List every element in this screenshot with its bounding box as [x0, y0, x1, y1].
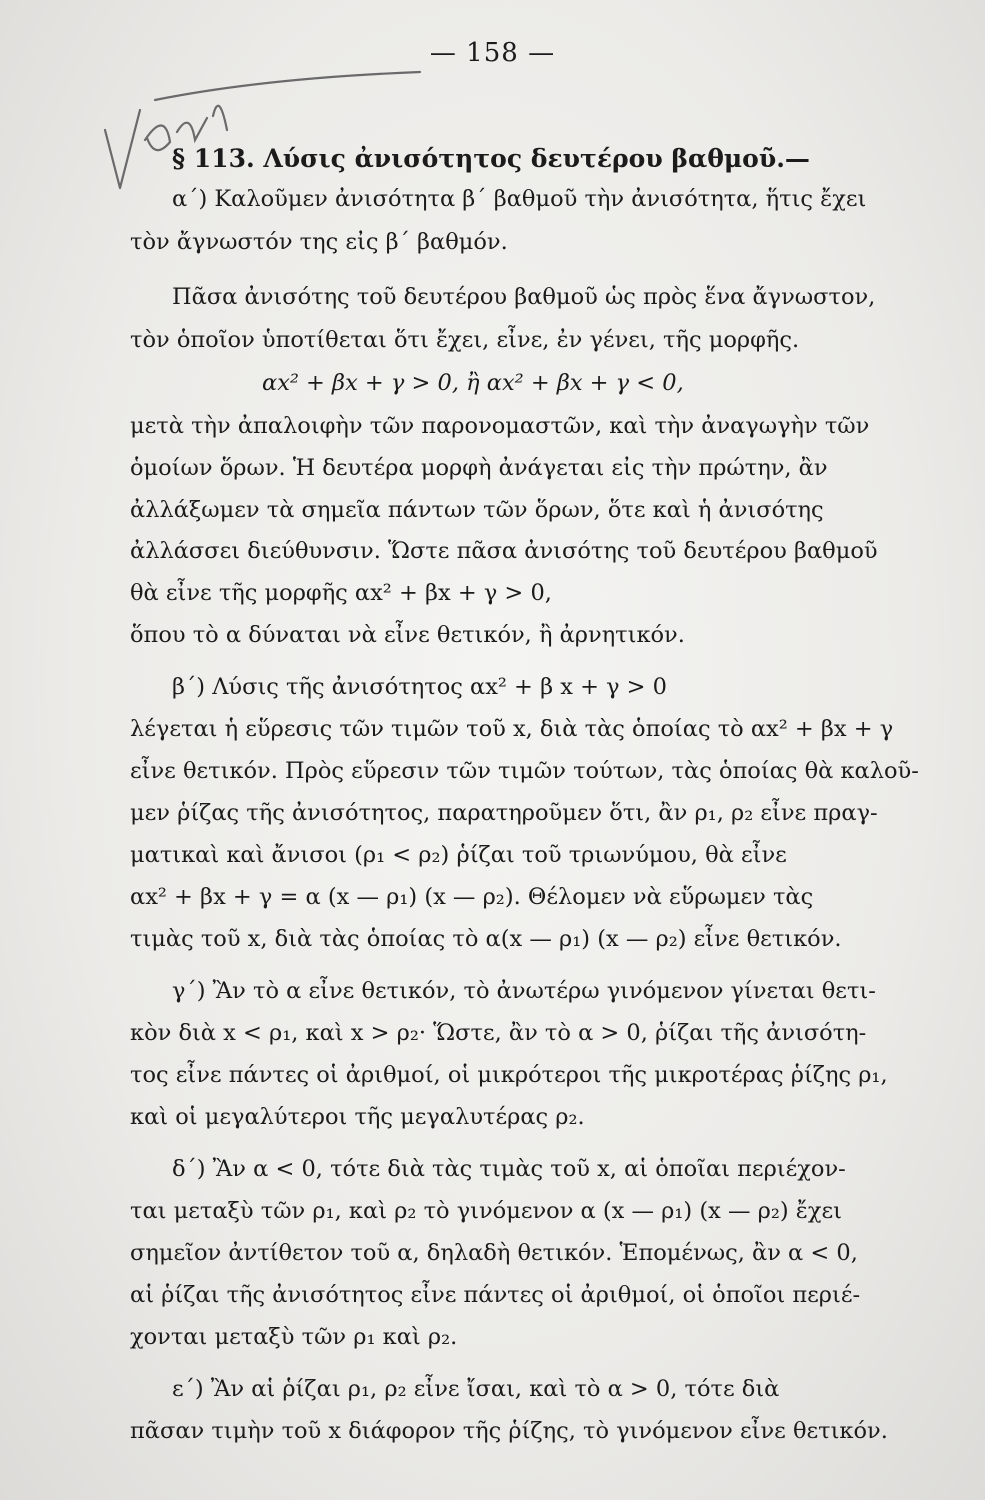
text-line-23: δ΄) Ἂν α < 0, τότε διὰ τὰς τιμὰς τοῦ x, αἱ ὁποῖαι περιέχον-	[172, 1156, 846, 1182]
text-line-26: αἱ ῥίζαι τῆς ἀνισότητος εἶνε πάντες οἱ ἀριθμοί, οἱ ὁποῖοι περιέ-	[130, 1282, 861, 1308]
text-line-27: χονται μεταξὺ τῶν ρ₁ καὶ ρ₂.	[130, 1324, 458, 1350]
text-line-3: Πᾶσα ἀνισότης τοῦ δευτέρου βαθμοῦ ὡς πρὸς ἕνα ἄγνωστον,	[172, 284, 876, 310]
text-line-1: α΄) Καλοῦμεν ἀνισότητα β΄ βαθμοῦ τὴν ἀνισότητα, ἥτις ἔχει	[172, 186, 867, 212]
text-line-28: ε΄) Ἂν αἱ ῥίζαι ρ₁, ρ₂ εἶνε ἴσαι, καὶ τὸ α > 0, τότε διὰ	[172, 1376, 780, 1402]
text-line-29: πᾶσαν τιμὴν τοῦ x διάφορον τῆς ῥίζης, τὸ γινόμενον εἶνε θετικόν.	[130, 1418, 888, 1444]
text-line-18: τιμὰς τοῦ x, διὰ τὰς ὁποίας τὸ α(x — ρ₁) (x — ρ₂) εἶνε θετικόν.	[130, 926, 842, 952]
text-line-11: ὅπου τὸ α δύναται νὰ εἶνε θετικόν, ἢ ἀρνητικόν.	[130, 622, 685, 648]
text-line-24: ται μεταξὺ τῶν ρ₁, καὶ ρ₂ τὸ γινόμενον α (x — ρ₁) (x — ρ₂) ἔχει	[130, 1198, 842, 1224]
text-line-14: εἶνε θετικόν. Πρὸς εὕρεσιν τῶν τιμῶν τούτων, τὰς ὁποίας θὰ καλοῦ-	[130, 758, 919, 784]
text-line-12: β΄) Λύσις τῆς ἀνισότητος αx² + β x + γ > 0	[172, 674, 667, 700]
text-line-21: τος εἶνε πάντες οἱ ἀριθμοί, οἱ μικρότεροι τῆς μικροτέρας ῥίζης ρ₁,	[130, 1062, 888, 1088]
text-line-22: καὶ οἱ μεγαλύτεροι τῆς μεγαλυτέρας ρ₂.	[130, 1104, 585, 1130]
text-line-4: τὸν ὁποῖον ὑποτίθεται ὅτι ἔχει, εἶνε, ἐν γένει, τῆς μορφῆς.	[130, 327, 800, 353]
text-line-20: κὸν διὰ x < ρ₁, καὶ x > ρ₂· Ὥστε, ἂν τὸ α > 0, ῥίζαι τῆς ἀνισότη-	[130, 1020, 867, 1046]
page-number: — 158 —	[429, 38, 556, 68]
text-line-25: σημεῖον ἀντίθετον τοῦ α, δηλαδὴ θετικόν. Ἑπομένως, ἂν α < 0,	[130, 1240, 858, 1266]
text-line-7: ὁμοίων ὅρων. Ἡ δευτέρα μορφὴ ἀνάγεται εἰς τὴν πρώτην, ἂν	[130, 455, 828, 481]
text-line-6: μετὰ τὴν ἀπαλοιφὴν τῶν παρονομαστῶν, καὶ τὴν ἀναγωγὴν τῶν	[130, 413, 870, 439]
section-heading: § 113. Λύσις ἀνισότητος δευτέρου βαθμοῦ.—	[172, 144, 810, 173]
text-line-2: τὸν ἄγνωστόν της εἰς β΄ βαθμόν.	[130, 229, 508, 255]
text-line-19: γ΄) Ἂν τὸ α εἶνε θετικόν, τὸ ἀνωτέρω γινόμενον γίνεται θετι-	[172, 978, 876, 1004]
text-line-16: ματικαὶ καὶ ἄνισοι (ρ₁ < ρ₂) ῥίζαι τοῦ τριωνύμου, θὰ εἶνε	[130, 842, 787, 868]
text-line-10: θὰ εἶνε τῆς μορφῆς αx² + βx + γ > 0,	[130, 580, 552, 606]
text-line-13: λέγεται ἡ εὕρεσις τῶν τιμῶν τοῦ x, διὰ τὰς ὁποίας τὸ αx² + βx + γ	[130, 716, 894, 742]
text-line-17: αx² + βx + γ = α (x — ρ₁) (x — ρ₂). Θέλομεν νὰ εὕρωμεν τὰς	[130, 884, 814, 910]
text-line-15: μεν ῥίζας τῆς ἀνισότητος, παρατηροῦμεν ὅτι, ἂν ρ₁, ρ₂ εἶνε πραγ-	[130, 800, 878, 826]
equation-general-form: αx² + βx + γ > 0, ἢ αx² + βx + γ < 0,	[262, 370, 684, 396]
text-line-9: ἀλλάσσει διεύθυνσιν. Ὥστε πᾶσα ἀνισότης τοῦ δευτέρου βαθμοῦ	[130, 538, 878, 564]
text-line-8: ἀλλάξωμεν τὰ σημεῖα πάντων τῶν ὅρων, ὅτε καὶ ἡ ἀνισότης	[130, 497, 824, 523]
